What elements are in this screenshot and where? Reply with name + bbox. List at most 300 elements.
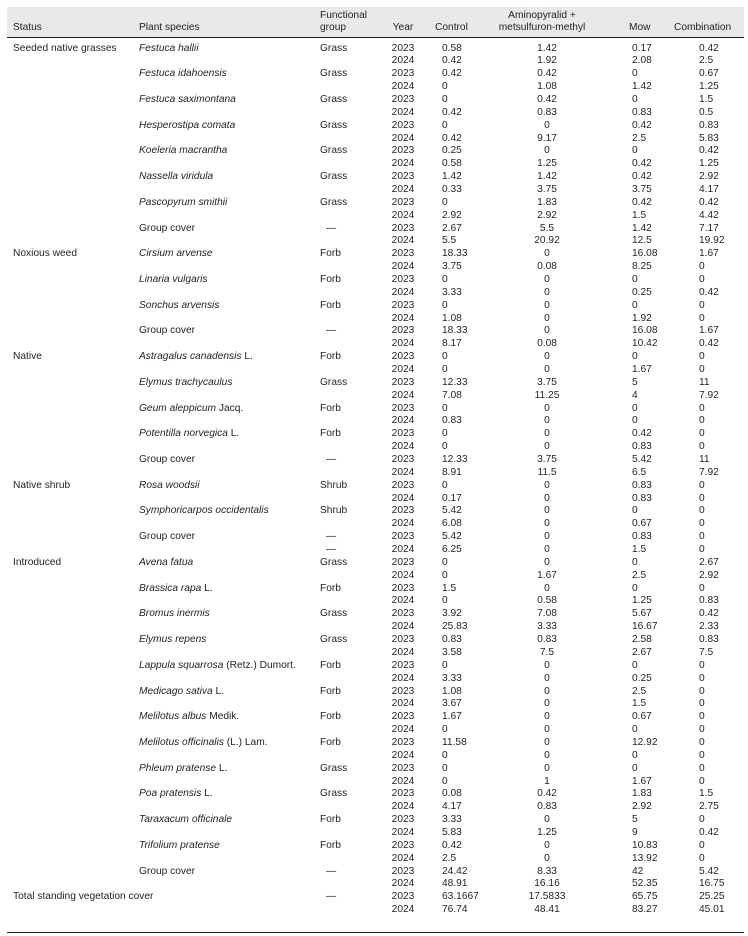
plant-species bbox=[139, 170, 213, 183]
aminopyralid-value: 0.83 bbox=[537, 634, 557, 646]
mow-value: 0.67 bbox=[632, 711, 652, 723]
combination-value: 1.5 bbox=[699, 788, 714, 800]
year: 2024 bbox=[391, 646, 415, 658]
plant-species-part: L. bbox=[227, 428, 240, 440]
year: 2024 bbox=[391, 312, 415, 324]
mow-value: 0.42 bbox=[632, 119, 652, 131]
aminopyralid-value: 1.42 bbox=[537, 171, 557, 183]
year: 2023 bbox=[391, 788, 415, 800]
aminopyralid-value: 0 bbox=[544, 749, 550, 761]
year: 2023 bbox=[391, 762, 415, 774]
header-functional-group bbox=[320, 10, 367, 34]
mow-value: 0 bbox=[632, 659, 638, 671]
year: 2023 bbox=[391, 634, 415, 646]
combination-value: 2.67 bbox=[699, 556, 719, 568]
combination-value: 45.01 bbox=[699, 904, 725, 916]
status-label: Seeded native grasses bbox=[13, 42, 117, 54]
control-value: 0 bbox=[442, 479, 448, 491]
bottom-rule bbox=[7, 932, 744, 933]
combination-value: 0 bbox=[699, 441, 705, 453]
year: 2023 bbox=[391, 711, 415, 723]
control-value: 0 bbox=[442, 93, 448, 105]
aminopyralid-value: 1.08 bbox=[537, 81, 557, 93]
control-value: 1.5 bbox=[442, 582, 457, 594]
control-value: 0 bbox=[442, 659, 448, 671]
mow-value: 10.42 bbox=[632, 338, 658, 350]
year: 2024 bbox=[391, 852, 415, 864]
year: 2024 bbox=[391, 544, 415, 556]
plant-species bbox=[139, 222, 195, 235]
functional-group: — bbox=[326, 544, 337, 556]
combination-value: 0 bbox=[699, 672, 705, 684]
mow-value: 0 bbox=[632, 582, 638, 594]
control-value: 63.1667 bbox=[442, 891, 479, 903]
control-value: 4.17 bbox=[442, 801, 462, 813]
control-value: 3.33 bbox=[442, 672, 462, 684]
control-value: 0 bbox=[442, 775, 448, 787]
plant-species-part: Elymus trachycaulus bbox=[139, 376, 233, 388]
control-value: 25.83 bbox=[442, 621, 468, 633]
plant-species-part: L. bbox=[212, 685, 224, 697]
mow-value: 52.35 bbox=[632, 878, 658, 890]
combination-value: 0 bbox=[699, 415, 705, 427]
combination-value: 0 bbox=[699, 518, 705, 530]
year: 2023 bbox=[391, 531, 415, 543]
year: 2023 bbox=[391, 222, 415, 234]
plant-species-part: Melilotus officinalis bbox=[139, 736, 224, 748]
mow-value: 65.75 bbox=[632, 891, 658, 903]
status-label: Native shrub bbox=[13, 479, 71, 491]
combination-value: 2.75 bbox=[699, 801, 719, 813]
aminopyralid-value: 0 bbox=[544, 762, 550, 774]
control-value: 12.33 bbox=[442, 376, 468, 388]
combination-value: 0 bbox=[699, 724, 705, 736]
functional-group: Forb bbox=[320, 273, 341, 285]
functional-group: — bbox=[326, 531, 337, 543]
control-value: 3.92 bbox=[442, 608, 462, 620]
combination-value: 0 bbox=[699, 273, 705, 285]
plant-species bbox=[139, 813, 232, 826]
plant-species-part: Linaria vulgaris bbox=[139, 273, 208, 285]
functional-group: — bbox=[326, 891, 337, 903]
plant-species bbox=[139, 144, 227, 157]
combination-value: 4.42 bbox=[699, 209, 719, 221]
aminopyralid-value: 0 bbox=[544, 119, 550, 131]
control-value: 7.08 bbox=[442, 389, 462, 401]
combination-value: 0 bbox=[699, 531, 705, 543]
mow-value: 0.25 bbox=[632, 672, 652, 684]
aminopyralid-value: 0 bbox=[544, 724, 550, 736]
control-value: 0 bbox=[442, 595, 448, 607]
year: 2024 bbox=[391, 158, 415, 170]
aminopyralid-value: 48.41 bbox=[534, 904, 560, 916]
combination-value: 0.42 bbox=[699, 145, 719, 157]
aminopyralid-value: 0 bbox=[544, 814, 550, 826]
control-value: 0 bbox=[442, 724, 448, 736]
mow-value: 0.17 bbox=[632, 42, 652, 54]
plant-species bbox=[139, 479, 200, 492]
combination-value: 11 bbox=[699, 376, 710, 388]
plant-species bbox=[139, 504, 269, 517]
aminopyralid-value: 0 bbox=[544, 544, 550, 556]
functional-group: Forb bbox=[320, 428, 341, 440]
combination-value: 0 bbox=[699, 698, 705, 710]
year: 2024 bbox=[391, 441, 415, 453]
aminopyralid-value: 1.25 bbox=[537, 826, 557, 838]
control-value: 12.33 bbox=[442, 454, 468, 466]
aminopyralid-value: 0.83 bbox=[537, 801, 557, 813]
plant-species-part: Medik. bbox=[206, 711, 240, 723]
control-value: 0.42 bbox=[442, 132, 462, 144]
plant-species bbox=[139, 607, 210, 620]
aminopyralid-value: 11.25 bbox=[534, 389, 560, 401]
combination-value: 1.5 bbox=[699, 93, 714, 105]
year: 2023 bbox=[391, 479, 415, 491]
control-value: 0 bbox=[442, 762, 448, 774]
mow-value: 2.92 bbox=[632, 801, 652, 813]
year: 2024 bbox=[391, 698, 415, 710]
functional-group: Forb bbox=[320, 736, 341, 748]
combination-value: 0 bbox=[699, 749, 705, 761]
functional-group: — bbox=[326, 222, 337, 234]
plant-species-part: Taraxacum officinale bbox=[139, 814, 233, 826]
combination-value: 0 bbox=[699, 762, 705, 774]
control-value: 0.83 bbox=[442, 415, 462, 427]
control-value: 0 bbox=[442, 556, 448, 568]
combination-value: 0 bbox=[699, 479, 705, 491]
year: 2024 bbox=[391, 518, 415, 530]
control-value: 5.42 bbox=[442, 505, 462, 517]
status-label: Total standing vegetation cover bbox=[13, 891, 154, 903]
mow-value: 0 bbox=[632, 749, 638, 761]
functional-group: Shrub bbox=[320, 505, 348, 517]
plant-species-part: Bromus inermis bbox=[139, 608, 210, 620]
mow-value: 0 bbox=[632, 93, 638, 105]
mow-value: 5.42 bbox=[632, 454, 652, 466]
aminopyralid-value: 1.67 bbox=[537, 569, 557, 581]
functional-group: Forb bbox=[320, 351, 341, 363]
plant-species-part: L. bbox=[241, 351, 253, 363]
aminopyralid-value: 0 bbox=[544, 852, 550, 864]
year: 2023 bbox=[391, 891, 415, 903]
functional-group: Forb bbox=[320, 685, 341, 697]
mow-value: 2.08 bbox=[632, 55, 652, 67]
control-value: 0 bbox=[442, 569, 448, 581]
year: 2023 bbox=[391, 839, 415, 851]
aminopyralid-value: 0.42 bbox=[537, 93, 557, 105]
year: 2023 bbox=[391, 736, 415, 748]
aminopyralid-value: 0 bbox=[544, 364, 550, 375]
plant-species-part: Rosa woodsii bbox=[139, 479, 200, 491]
aminopyralid-value: 0 bbox=[544, 505, 550, 517]
aminopyralid-value: 0 bbox=[544, 428, 550, 440]
year: 2023 bbox=[391, 376, 415, 388]
year: 2023 bbox=[391, 659, 415, 671]
mow-value: 2.67 bbox=[632, 646, 652, 658]
functional-group: Forb bbox=[320, 402, 341, 414]
control-value: 0 bbox=[442, 273, 448, 285]
mow-value: 0 bbox=[632, 505, 638, 517]
year: 2024 bbox=[391, 364, 415, 375]
combination-value: 0.42 bbox=[699, 608, 719, 620]
control-value: 3.75 bbox=[442, 261, 462, 273]
year: 2024 bbox=[391, 672, 415, 684]
combination-value: 1.25 bbox=[699, 158, 719, 170]
header-combination: Combination bbox=[674, 22, 732, 33]
aminopyralid-value: 5.5 bbox=[539, 222, 555, 234]
year: 2023 bbox=[391, 273, 415, 285]
plant-species-part: L. bbox=[201, 788, 213, 800]
combination-value: 0.83 bbox=[699, 595, 719, 607]
header-mow: Mow bbox=[629, 22, 651, 33]
year: 2024 bbox=[391, 81, 415, 93]
plant-species bbox=[139, 530, 195, 543]
combination-value: 11 bbox=[699, 454, 710, 466]
combination-value: 0.67 bbox=[699, 68, 719, 80]
mow-value: 0.67 bbox=[632, 518, 652, 530]
control-value: 3.58 bbox=[442, 646, 462, 658]
aminopyralid-value: 1.42 bbox=[537, 42, 557, 54]
aminopyralid-value: 0 bbox=[544, 479, 550, 491]
functional-group: Forb bbox=[320, 659, 341, 671]
plant-species bbox=[139, 582, 213, 595]
aminopyralid-value: 0 bbox=[544, 672, 550, 684]
mow-value: 8.25 bbox=[632, 261, 652, 273]
aminopyralid-value: 2.92 bbox=[537, 209, 557, 221]
combination-value: 0.83 bbox=[699, 119, 719, 131]
control-value: 0 bbox=[442, 299, 448, 311]
combination-value: 1.25 bbox=[699, 81, 719, 93]
aminopyralid-value: 1.83 bbox=[537, 196, 557, 208]
mow-value: 10.83 bbox=[632, 839, 658, 851]
control-value: 5.42 bbox=[442, 531, 462, 543]
plant-species-part: Group cover bbox=[139, 325, 196, 337]
year: 2023 bbox=[391, 428, 415, 440]
control-value: 76.74 bbox=[442, 904, 468, 916]
control-value: 0.42 bbox=[442, 55, 462, 67]
mow-value: 1.42 bbox=[632, 222, 652, 234]
combination-value: 4.17 bbox=[699, 183, 719, 195]
plant-species-part: Festuca hallii bbox=[139, 42, 199, 54]
control-value: 24.42 bbox=[442, 865, 468, 877]
plant-species bbox=[139, 299, 219, 312]
plant-species-part: Symphoricarpos occidentalis bbox=[139, 505, 269, 517]
aminopyralid-value: 0.83 bbox=[537, 106, 557, 118]
year: 2024 bbox=[391, 55, 415, 67]
plant-species-part: L. bbox=[216, 762, 228, 774]
aminopyralid-value: 17.5833 bbox=[528, 891, 566, 903]
combination-value: 0.42 bbox=[699, 42, 719, 54]
combination-value: 7.17 bbox=[699, 222, 719, 234]
control-value: 0.33 bbox=[442, 183, 462, 195]
year: 2023 bbox=[391, 608, 415, 620]
combination-value: 0.5 bbox=[699, 106, 714, 118]
mow-value: 0.83 bbox=[632, 106, 652, 118]
year: 2023 bbox=[391, 68, 415, 80]
mow-value: 12.92 bbox=[632, 736, 658, 748]
status-label: Native bbox=[13, 351, 42, 363]
year: 2024 bbox=[391, 132, 415, 144]
plant-species-part: Phleum pratense bbox=[139, 762, 217, 774]
year: 2023 bbox=[391, 556, 415, 568]
plant-species bbox=[139, 67, 227, 80]
aminopyralid-value: 0 bbox=[544, 736, 550, 748]
control-value: 0 bbox=[442, 441, 448, 453]
combination-value: 7.5 bbox=[699, 646, 714, 658]
header-control: Control bbox=[435, 22, 468, 33]
plant-species-part: Lappula squarrosa bbox=[139, 659, 224, 671]
aminopyralid-value: 9.17 bbox=[537, 132, 557, 144]
combination-value: 0 bbox=[699, 685, 705, 697]
aminopyralid-value: 0 bbox=[544, 711, 550, 723]
mow-value: 0 bbox=[632, 299, 638, 311]
aminopyralid-value: 0 bbox=[544, 518, 550, 530]
functional-group: Forb bbox=[320, 711, 341, 723]
functional-group: Grass bbox=[320, 608, 348, 620]
aminopyralid-value: 0 bbox=[544, 556, 550, 568]
combination-value: 2.92 bbox=[699, 171, 719, 183]
year: 2023 bbox=[391, 42, 415, 54]
plant-species-part: Medicago sativa bbox=[139, 685, 213, 697]
plant-species bbox=[139, 710, 239, 723]
aminopyralid-value: 7.08 bbox=[537, 608, 557, 620]
combination-value: 0 bbox=[699, 351, 705, 363]
mow-value: 5 bbox=[632, 376, 638, 388]
header-rule bbox=[7, 37, 744, 38]
year: 2023 bbox=[391, 865, 415, 877]
plant-species-part: Sonchus arvensis bbox=[139, 299, 220, 311]
plant-species bbox=[139, 402, 243, 415]
combination-value: 0 bbox=[699, 299, 705, 311]
control-value: 1.67 bbox=[442, 711, 462, 723]
aminopyralid-value: 3.75 bbox=[537, 376, 557, 388]
control-value: 3.33 bbox=[442, 286, 462, 298]
year: 2024 bbox=[391, 106, 415, 118]
header-functional-group-line1: Functional bbox=[320, 10, 368, 21]
mow-value: 1.5 bbox=[632, 544, 647, 556]
plant-species bbox=[139, 865, 195, 878]
functional-group: Grass bbox=[320, 68, 348, 80]
combination-value: 0 bbox=[699, 839, 705, 851]
mow-value: 42 bbox=[632, 865, 644, 877]
mow-value: 0.25 bbox=[632, 286, 652, 298]
control-value: 5.83 bbox=[442, 826, 462, 838]
plant-species-part: Trifolium pratense bbox=[139, 839, 220, 851]
aminopyralid-value: 16.16 bbox=[534, 878, 560, 890]
mow-value: 1.67 bbox=[632, 775, 652, 787]
aminopyralid-value: 0 bbox=[544, 582, 550, 594]
aminopyralid-value: 0 bbox=[544, 685, 550, 697]
mow-value: 13.92 bbox=[632, 852, 658, 864]
mow-value: 0 bbox=[632, 762, 638, 774]
plant-species-part: Brassica rapa bbox=[139, 582, 202, 594]
mow-value: 9 bbox=[632, 826, 638, 838]
mow-value: 0.83 bbox=[632, 531, 652, 543]
combination-value: 0 bbox=[699, 261, 705, 273]
year: 2023 bbox=[391, 685, 415, 697]
aminopyralid-value: 0.42 bbox=[537, 788, 557, 800]
year: 2024 bbox=[391, 209, 415, 221]
control-value: 3.67 bbox=[442, 698, 462, 710]
combination-value: 7.92 bbox=[699, 389, 719, 401]
mow-value: 0 bbox=[632, 145, 638, 157]
control-value: 0 bbox=[442, 402, 448, 414]
aminopyralid-value: 7.5 bbox=[539, 646, 555, 658]
plant-species bbox=[139, 736, 268, 749]
combination-value: 0 bbox=[699, 364, 705, 375]
control-value: 0 bbox=[442, 119, 448, 131]
functional-group: Grass bbox=[320, 171, 348, 183]
year: 2024 bbox=[391, 904, 415, 916]
combination-value: 2.5 bbox=[699, 55, 714, 67]
control-value: 0.83 bbox=[442, 634, 462, 646]
year: 2023 bbox=[391, 402, 415, 414]
functional-group: — bbox=[326, 325, 337, 337]
header-status: Status bbox=[13, 22, 42, 33]
year: 2023 bbox=[391, 351, 415, 363]
mow-value: 16.67 bbox=[632, 621, 658, 633]
year: 2023 bbox=[391, 505, 415, 517]
combination-value: 0 bbox=[699, 852, 705, 864]
mow-value: 1.25 bbox=[632, 595, 652, 607]
plant-species-part: Poa pratensis bbox=[139, 788, 202, 800]
plant-species bbox=[139, 659, 296, 672]
mow-value: 0.83 bbox=[632, 479, 652, 491]
plant-species-part: L. bbox=[201, 582, 213, 594]
control-value: 0 bbox=[442, 364, 448, 375]
plant-species-part: Astragalus canadensis bbox=[139, 351, 242, 363]
control-value: 11.58 bbox=[442, 736, 467, 748]
combination-value: 0 bbox=[699, 582, 705, 594]
functional-group: Grass bbox=[320, 762, 348, 774]
year: 2024 bbox=[391, 775, 415, 787]
year: 2023 bbox=[391, 454, 415, 466]
year: 2024 bbox=[391, 415, 415, 427]
header-plant-species: Plant species bbox=[139, 22, 200, 33]
mow-value: 1.5 bbox=[632, 209, 647, 221]
aminopyralid-value: 8.33 bbox=[537, 865, 557, 877]
year: 2023 bbox=[391, 325, 415, 337]
mow-value: 0.42 bbox=[632, 171, 652, 183]
functional-group: Shrub bbox=[320, 479, 348, 491]
aminopyralid-value: 0 bbox=[544, 325, 550, 337]
mow-value: 0 bbox=[632, 68, 638, 80]
year: 2024 bbox=[391, 749, 415, 761]
functional-group: Grass bbox=[320, 145, 348, 157]
control-value: 2.67 bbox=[442, 222, 462, 234]
control-value: 0 bbox=[442, 428, 448, 440]
aminopyralid-value: 0 bbox=[544, 312, 550, 324]
year: 2023 bbox=[391, 119, 415, 131]
aminopyralid-value: 0 bbox=[544, 248, 550, 260]
plant-species-part: Group cover bbox=[139, 222, 196, 234]
aminopyralid-value: 1.25 bbox=[537, 158, 557, 170]
combination-value: 1.67 bbox=[699, 325, 719, 337]
combination-value: 0 bbox=[699, 312, 705, 324]
header-functional-group-line2: group bbox=[320, 22, 347, 33]
mow-value: 2.5 bbox=[632, 569, 647, 581]
combination-value: 0 bbox=[699, 736, 705, 748]
aminopyralid-value: 3.75 bbox=[537, 454, 557, 466]
plant-species-part: Avena fatua bbox=[139, 556, 194, 568]
combination-value: 2.33 bbox=[699, 621, 719, 633]
functional-group: Forb bbox=[320, 582, 341, 594]
aminopyralid-value: 0.58 bbox=[537, 595, 557, 607]
control-value: 0.42 bbox=[442, 106, 462, 118]
combination-value: 16.75 bbox=[699, 878, 725, 890]
mow-value: 1.92 bbox=[632, 312, 652, 324]
year: 2024 bbox=[391, 878, 415, 890]
